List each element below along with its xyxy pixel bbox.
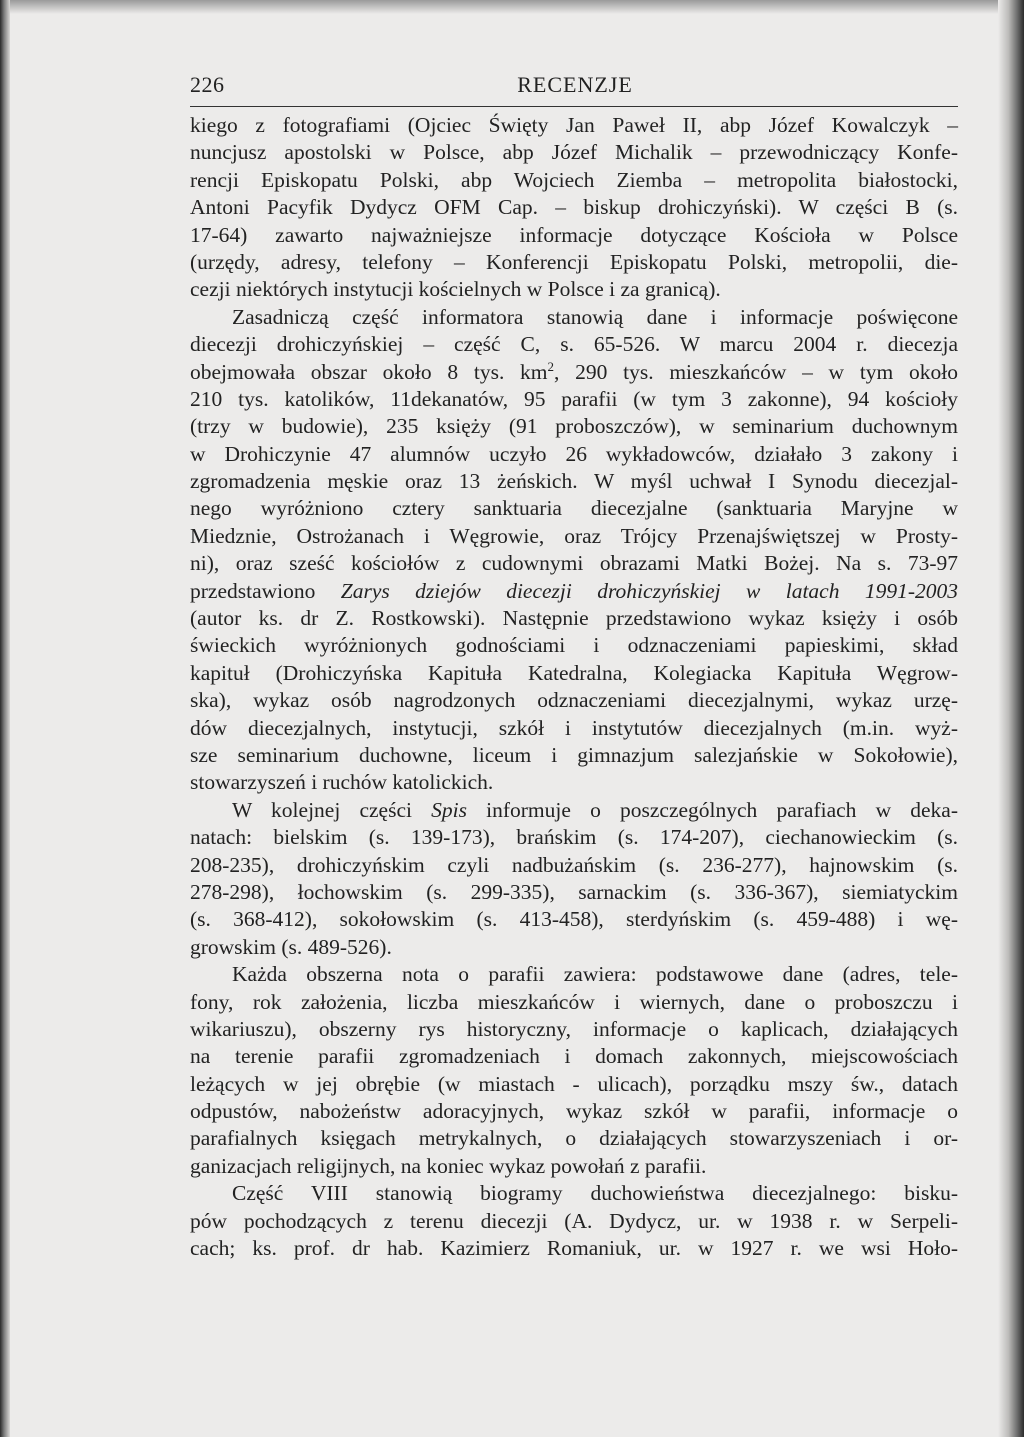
- paragraph-5: [190, 1180, 958, 1262]
- text-line: fony, rok założenia, liczba mieszkańców i wiernych, dane o proboszczu i: [190, 989, 958, 1014]
- text-span: W kolejnej części: [232, 797, 432, 822]
- text-line: nuncjusz apostolski w Polsce, abp Józef Michalik – przewodniczący Konfe-: [190, 140, 958, 165]
- text-line: diecezji drohiczyńskiej – część C, s. 65-526. W marcu 2004 r. diecezja: [190, 332, 958, 357]
- paragraph-2: [190, 304, 958, 797]
- text-line: dów diecezjalnych, instytucji, szkół i instytutów diecezjalnych (m.in. wyż-: [190, 715, 958, 740]
- text-line: pów pochodzących z terenu diecezji (A. Dydycz, ur. w 1938 r. w Serpeli-: [190, 1208, 958, 1233]
- paragraph-4: [190, 961, 958, 1180]
- italic-title: Spis: [431, 797, 467, 822]
- text-span: , 290 tys. mieszkańców – w tym około: [554, 359, 958, 384]
- header-rule: [190, 106, 958, 107]
- text-line: ska), wykaz osób nagrodzonych odznaczeniami diecezjalnymi, wykaz urzę-: [190, 688, 958, 713]
- body-text: [190, 112, 958, 1262]
- paragraph-1: [190, 112, 958, 304]
- text-line: wikariuszu), obszerny rys historyczny, informacje o kaplicach, działających: [190, 1016, 958, 1041]
- text-line: w Drohiczynie 47 alumnów uczyło 26 wykładowców, działało 3 zakony i: [190, 441, 958, 466]
- text-line: stowarzyszeń i ruchów katolickich.: [190, 770, 494, 795]
- text-line: ganizacjach religijnych, na koniec wykaz powołań z parafii.: [190, 1153, 707, 1178]
- text-line: odpustów, nabożeństw adoracyjnych, wykaz szkół w parafii, informacje o: [190, 1099, 958, 1124]
- superscript: 2: [547, 358, 555, 374]
- text-line: 210 tys. katolików, 11dekanatów, 95 parafii (w tym 3 zakonne), 94 kościoły: [190, 386, 958, 411]
- text-line: kapituł (Drohiczyńska Kapituła Katedralna, Kolegiacka Kapituła Węgrow-: [190, 660, 958, 685]
- book-title: Zarys dziejów diecezji drohiczyńskiej w latach 1991-2003: [340, 578, 958, 603]
- text-line: sze seminarium duchowne, liceum i gimnazjum salezjańskie w Sokołowie),: [190, 742, 958, 767]
- text-line: świeckich wyróżnionych godnościami i odznaczeniami papieskimi, skład: [190, 633, 958, 658]
- text-span: przedstawiono: [190, 578, 341, 603]
- text-line: rencji Episkopatu Polski, abp Wojciech Ziemba – metropolita białostocki,: [190, 167, 958, 192]
- text-line: na terenie parafii zgromadzeniach i domach zakonnych, miejscowościach: [190, 1044, 958, 1069]
- text-line: ni), oraz sześć kościołów z cudownymi obrazami Matki Bożej. Na s. 73-97: [190, 551, 958, 576]
- text-line: zgromadzenia męskie oraz 13 żeńskich. W myśl uchwał I Synodu diecezjal-: [190, 469, 958, 494]
- page-edge-left: [0, 0, 10, 1437]
- text-line: [190, 578, 958, 605]
- text-span: obejmowała obszar około 8 tys. km: [190, 359, 548, 384]
- running-head: RECENZJE: [517, 72, 633, 97]
- text-line: [190, 359, 958, 386]
- text-line: (trzy w budowie), 235 księży (91 proboszczów), w seminarium duchownym: [190, 414, 958, 439]
- text-line: Każda obszerna nota o parafii zawiera: podstawowe dane (adres, tele-: [232, 962, 958, 987]
- text-line: cach; ks. prof. dr hab. Kazimierz Romaniuk, ur. w 1927 r. we wsi Hoło-: [190, 1236, 958, 1261]
- text-line: cezji niektórych instytucji kościelnych w Polsce i za granicą).: [190, 277, 721, 302]
- text-line: (autor ks. dr Z. Rostkowski). Następnie przedstawiono wykaz księży i osób: [190, 606, 958, 631]
- text-line: [190, 797, 958, 824]
- text-line: kiego z fotografiami (Ojciec Święty Jan Paweł II, abp Józef Kowalczyk –: [190, 113, 958, 137]
- text-line: 17-64) zawarto najważniejsze informacje dotyczące Kościoła w Polsce: [190, 222, 958, 247]
- text-line: Miedznie, Ostrożanach i Węgrowie, oraz Trójcy Przenajświętszej w Prosty-: [190, 523, 958, 548]
- text-line: Część VIII stanowią biogramy duchowieństwa diecezjalnego: bisku-: [232, 1181, 958, 1206]
- text-line: Antoni Pacyfik Dydycz OFM Cap. – biskup drohiczyński). W części B (s.: [190, 195, 958, 220]
- text-line: parafialnych księgach metrykalnych, o działających stowarzyszeniach i or-: [190, 1126, 958, 1151]
- text-line: (s. 368-412), sokołowskim (s. 413-458), sterdyńskim (s. 459-488) i wę-: [190, 907, 958, 932]
- text-line: 208-235), drohiczyńskim czyli nadbużańskim (s. 236-277), hajnowskim (s.: [190, 852, 958, 877]
- page-edge-right: [998, 0, 1024, 1437]
- text-line: Zasadniczą część informatora stanowią dane i informacje poświęcone: [232, 304, 958, 329]
- text-line: 278-298), łochowskim (s. 299-335), sarnackim (s. 336-367), siemiatyckim: [190, 879, 958, 904]
- page-number: 226: [190, 72, 225, 97]
- page-header: [190, 72, 960, 106]
- paragraph-3: [190, 797, 958, 961]
- text-span: informuje o poszczególnych parafiach w deka-: [466, 797, 958, 822]
- text-line: nego wyróżniono cztery sanktuaria diecezjalne (sanktuaria Maryjne w: [190, 496, 958, 521]
- text-line: natach: bielskim (s. 139-173), brańskim (s. 174-207), ciechanowieckim (s.: [190, 825, 958, 850]
- page-edge-top: [0, 0, 1024, 14]
- text-line: leżących w jej obrębie (w miastach - ulicach), porządku mszy św., datach: [190, 1071, 958, 1096]
- text-line: (urzędy, adresy, telefony – Konferencji Episkopatu Polski, metropolii, die-: [190, 249, 958, 274]
- text-line: growskim (s. 489-526).: [190, 934, 392, 959]
